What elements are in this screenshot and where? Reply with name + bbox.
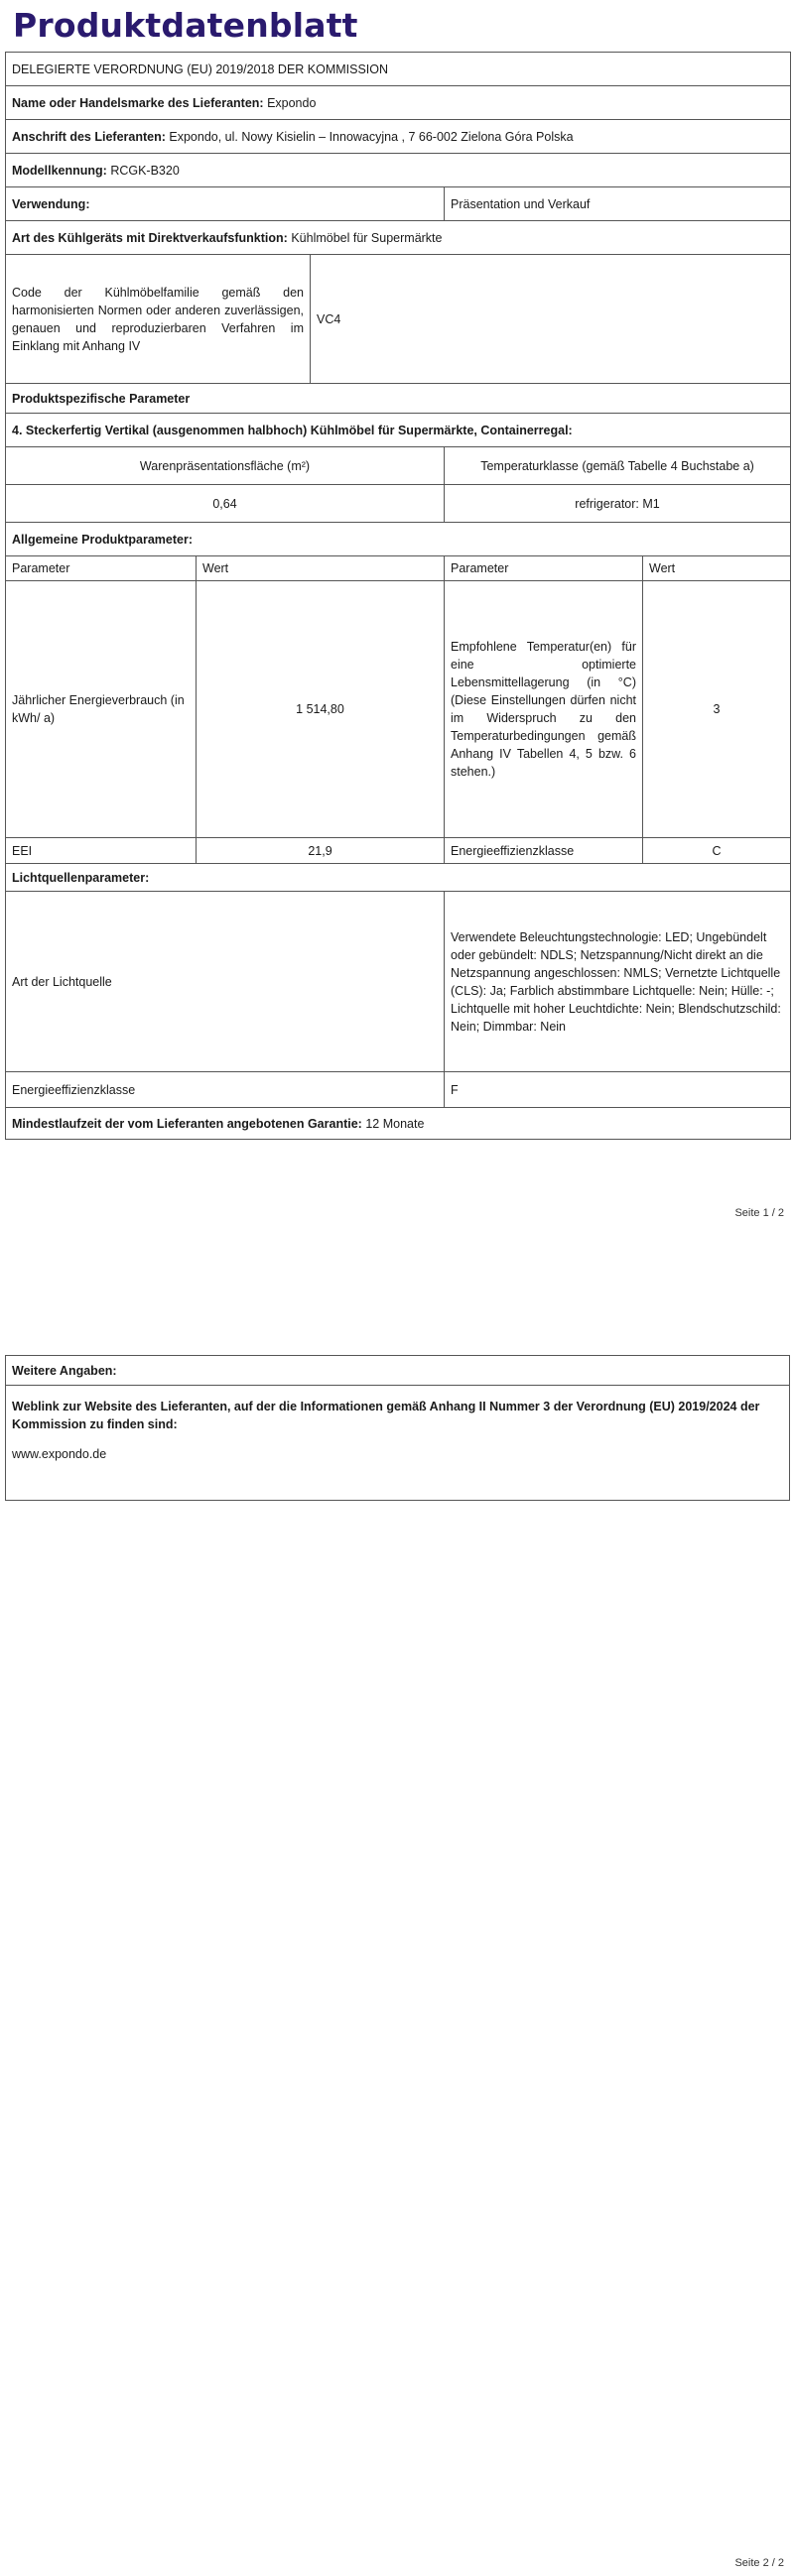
appliance-type-label: Art des Kühlgeräts mit Direktverkaufsfunktion:	[12, 230, 288, 245]
product-data-table	[5, 52, 791, 1140]
address-value: Expondo, ul. Nowy Kisielin – Innowacyjna , 7 66-002 Zielona Góra Polska	[169, 129, 574, 144]
light-source-type-value: Verwendete Beleuchtungstechnologie: LED; Ungebündelt oder gebündelt: NDLS; Netzspannung/Nicht direkt an die Netzspannung angeschlossen: NMLS; Vernetzte Lichtquelle (CLS): Ja; Farblich abstimmbare Lichtquelle: Nein; Hülle: -; Lichtquelle mit hoher Leuchtdichte: Nein; Blendschutzschild: Nein; Dimmbar: Nein	[445, 892, 791, 1072]
model-value: RCGK-B320	[110, 163, 180, 178]
warranty-row	[6, 1108, 791, 1140]
page-number-1: Seite 1 / 2	[734, 1207, 784, 1219]
additional-info-table	[5, 1355, 790, 1501]
efficiency-class-value: C	[643, 838, 791, 864]
family-code-label: Code der Kühlmöbelfamilie gemäß den harmonisierten Normen oder anderen zuverlässigen, genauen und reproduzierbaren Verfahren im Einklang mit Anhang IV	[6, 255, 311, 384]
product-specific-subheading: 4. Steckerfertig Vertikal (ausgenommen halbhoch) Kühlmöbel für Supermärkte, Containerregal:	[6, 414, 791, 447]
recommended-temp-label: Empfohlene Temperatur(en) für eine optimierte Lebensmittellagerung (in °C) (Diese Einstellungen dürfen nicht im Widerspruch zu den Temperaturbedingungen gemäß Anhang IV Tabellen 4, 5 bzw. 6 stehen.)	[445, 581, 643, 838]
annual-energy-label: Jährlicher Energieverbrauch (in kWh/ a)	[6, 581, 197, 838]
address-label: Anschrift des Lieferanten:	[12, 129, 166, 144]
eei-value: 21,9	[197, 838, 445, 864]
model-row	[6, 154, 791, 187]
efficiency-class-label: Energieeffizienzklasse	[445, 838, 643, 864]
warranty-label: Mindestlaufzeit der vom Lieferanten angebotenen Garantie:	[12, 1116, 362, 1131]
page-title: Produktdatenblatt	[13, 6, 358, 45]
weblink-cell	[6, 1386, 790, 1501]
trademark-label: Name oder Handelsmarke des Lieferanten:	[12, 95, 264, 110]
general-params-heading: Allgemeine Produktparameter:	[6, 523, 791, 556]
weblink-value[interactable]: www.expondo.de	[12, 1447, 107, 1461]
recommended-temp-value: 3	[643, 581, 791, 838]
display-area-header: Warenpräsentationsfläche (m²)	[6, 447, 445, 485]
usage-value: Präsentation und Verkauf	[445, 187, 791, 221]
header-parameter-2: Parameter	[445, 556, 643, 581]
appliance-type-value: Kühlmöbel für Supermärkte	[291, 230, 443, 245]
eei-label: EEI	[6, 838, 197, 864]
annual-energy-value: 1 514,80	[197, 581, 445, 838]
light-source-type-label: Art der Lichtquelle	[6, 892, 445, 1072]
temperature-class-value: refrigerator: M1	[445, 485, 791, 523]
temperature-class-header: Temperaturklasse (gemäß Tabelle 4 Buchstabe a)	[445, 447, 791, 485]
product-specific-heading: Produktspezifische Parameter	[6, 384, 791, 414]
model-label: Modellkennung:	[12, 163, 107, 178]
family-code-value: VC4	[311, 255, 791, 384]
warranty-value: 12 Monate	[365, 1116, 425, 1131]
additional-info-heading: Weitere Angaben:	[6, 1356, 790, 1386]
supplier-address-row	[6, 120, 791, 154]
supplier-trademark-row	[6, 86, 791, 120]
header-parameter-1: Parameter	[6, 556, 197, 581]
appliance-type-row	[6, 221, 791, 255]
header-value-2: Wert	[643, 556, 791, 581]
header-value-1: Wert	[197, 556, 445, 581]
page-number-2: Seite 2 / 2	[734, 2557, 784, 2569]
display-area-value: 0,64	[6, 485, 445, 523]
light-efficiency-class-label: Energieeffizienzklasse	[6, 1072, 445, 1108]
light-source-heading: Lichtquellenparameter:	[6, 864, 791, 892]
trademark-value: Expondo	[267, 95, 317, 110]
regulation-subtitle: DELEGIERTE VERORDNUNG (EU) 2019/2018 DER KOMMISSION	[6, 53, 791, 86]
usage-label: Verwendung:	[6, 187, 445, 221]
weblink-label: Weblink zur Website des Lieferanten, auf der die Informationen gemäß Anhang II Nummer 3 der Verordnung (EU) 2019/2024 der Kommission zu finden sind:	[12, 1400, 760, 1431]
light-efficiency-class-value: F	[445, 1072, 791, 1108]
